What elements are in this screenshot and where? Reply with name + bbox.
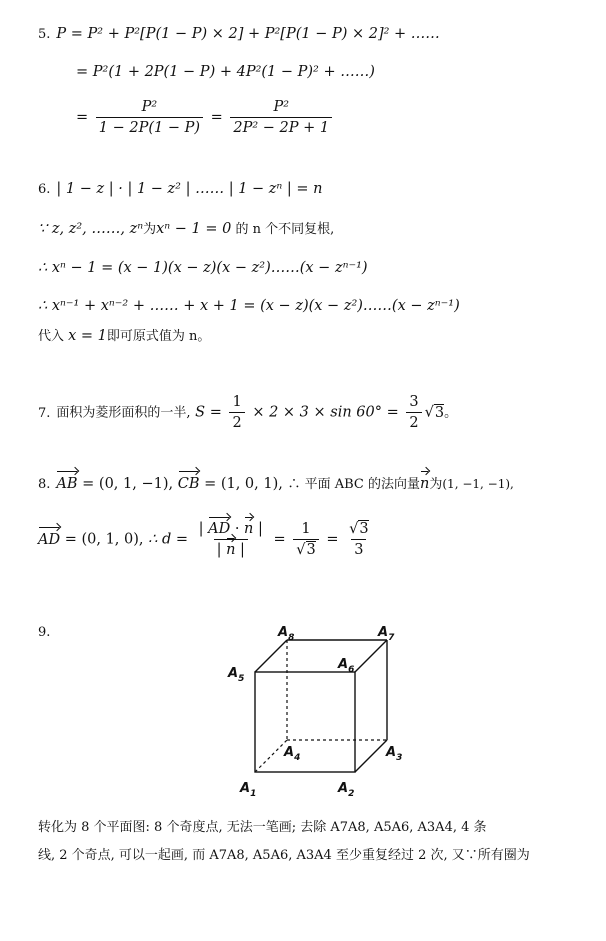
numerator: P² — [141, 99, 158, 115]
denominator: √3 — [293, 539, 318, 559]
cube-edge — [355, 640, 387, 672]
equation-text: P = P² + P²[P(1 − P) × 2] + P²[P(1 − P) × 2]² + …… — [56, 26, 440, 42]
chinese-text: 代入 — [38, 329, 69, 344]
problem9-text-line2: 线, 2 个奇点, 可以一起画, 而 A7A8, A5A6, A3A4 至少重复经过 2 次, 又∵所有圈为 — [38, 848, 530, 863]
equals-sign: = — [210, 109, 223, 126]
problem6-line3: ∴ xⁿ − 1 = (x − 1)(x − z)(x − z²)……(x − zⁿ⁻¹) — [38, 260, 368, 276]
dot-operator: · — [230, 521, 245, 537]
radicand: 3 — [306, 542, 316, 558]
sqrt-sign: √ — [424, 404, 434, 421]
problem6-line5 — [38, 326, 210, 347]
vector-ad: AD — [38, 531, 61, 548]
problem9-text-line1: 转化为 8 个平面图: 8 个奇度点, 无法一笔画; 去除 A7A8, A5A6, A3A4, 4 条 — [38, 820, 487, 835]
problem5-line1 — [38, 24, 440, 45]
vector-cb: CB — [177, 476, 200, 492]
cube-figure — [220, 620, 420, 800]
chinese-text: 即可原式值为 n。 — [106, 329, 211, 344]
math-text: ∵ z, z², ……, zⁿ — [38, 221, 144, 237]
numerator: √3 — [349, 521, 369, 537]
vector-value: = (0, 1, 0), — [60, 531, 144, 548]
fraction-half — [229, 393, 244, 432]
problem6-line1 — [38, 179, 323, 200]
vector-ab: AB — [56, 476, 78, 492]
chinese-text: 的 n 个不同复根, — [231, 222, 335, 237]
math-text: x = 1 — [68, 328, 107, 344]
numerator: | AD · n | — [198, 521, 263, 537]
denominator: 1 − 2P(1 − P) — [96, 117, 203, 137]
distance-fraction — [196, 520, 266, 559]
chinese-text: 为 — [429, 477, 443, 492]
numerator: 1 — [301, 521, 311, 537]
vertex-label-a3: $A_3$ — [386, 745, 403, 763]
vertex-label-a2: $A_2$ — [338, 781, 355, 799]
problem9-number — [38, 622, 56, 643]
denominator: 3 — [351, 539, 366, 559]
numerator: 3 — [409, 394, 419, 410]
problem5-line2: = P²(1 + 2P(1 − P) + 4P²(1 − P)² + ……) — [76, 64, 375, 80]
denominator: | n | — [214, 539, 248, 559]
problem5-line3 — [76, 98, 335, 137]
chinese-text: ∴ 平面 ABC 的法向量 — [287, 477, 421, 492]
chinese-text: 。 — [444, 405, 458, 421]
vertex-label-a5: $A_5$ — [228, 666, 245, 684]
problem8-line2 — [38, 520, 375, 559]
math-text: S = — [195, 404, 222, 421]
numerator: P² — [273, 99, 290, 115]
fraction-2 — [230, 98, 332, 137]
vector-value: = (0, 1, −1), — [77, 476, 174, 492]
problem6-line4: ∴ xⁿ⁻¹ + xⁿ⁻² + …… + x + 1 = (x − z)(x − z²)……(x − zⁿ⁻¹) — [38, 298, 460, 314]
vector-value: (1, −1, −1), — [442, 477, 514, 491]
denominator: 2 — [406, 412, 421, 432]
math-text: xⁿ − 1 = 0 — [156, 221, 232, 237]
cube-front-face — [255, 672, 355, 772]
normal-vector-n: n — [420, 476, 430, 492]
fraction-sqrt3-over-3 — [346, 520, 371, 559]
math-text: × 2 × 3 × sin 60° = — [252, 404, 399, 421]
problem-number: 5. — [38, 27, 51, 42]
chinese-text: 为 — [143, 222, 157, 237]
problem8-line1 — [38, 474, 514, 495]
math-text: ∴ d = — [148, 531, 188, 548]
equals-sign: = — [76, 109, 89, 126]
denominator: 2P² − 2P + 1 — [230, 117, 332, 137]
radicand: 3 — [359, 521, 369, 537]
problem-number: 6. — [38, 182, 51, 197]
vector-value: = (1, 0, 1), — [199, 476, 283, 492]
radicand: 3 — [434, 404, 445, 421]
problem6-line2 — [38, 219, 334, 240]
fraction-one-over-sqrt3 — [293, 520, 318, 559]
equals-sign: = — [273, 531, 286, 548]
vertex-label-a1: $A_1$ — [240, 781, 257, 799]
vector-n: n — [226, 542, 236, 558]
vertex-label-a8: $A_8$ — [278, 625, 295, 643]
vertex-label-a4: $A_4$ — [284, 745, 301, 763]
problem-number: 7. — [38, 405, 51, 421]
denominator: 2 — [229, 412, 244, 432]
numerator: 1 — [232, 394, 242, 410]
cube-edge — [355, 740, 387, 772]
cube-hidden-edge — [255, 740, 287, 772]
vector-ad: AD — [208, 521, 231, 537]
chinese-text: 面积为菱形面积的一半, — [56, 405, 191, 421]
vertex-label-a7: $A_7$ — [378, 625, 395, 643]
fraction-result — [406, 393, 421, 432]
equation-text: | 1 − z | · | 1 − z² | …… | 1 − zⁿ | = n — [56, 181, 323, 197]
vertex-label-a6: $A_6$ — [338, 657, 355, 675]
problem-number: 8. — [38, 477, 51, 492]
problem-number: 9. — [38, 625, 51, 640]
equals-sign: = — [326, 531, 339, 548]
problem7-line — [38, 393, 457, 432]
vector-n: n — [244, 521, 254, 537]
fraction-1 — [96, 98, 203, 137]
cube-edge — [255, 640, 287, 672]
